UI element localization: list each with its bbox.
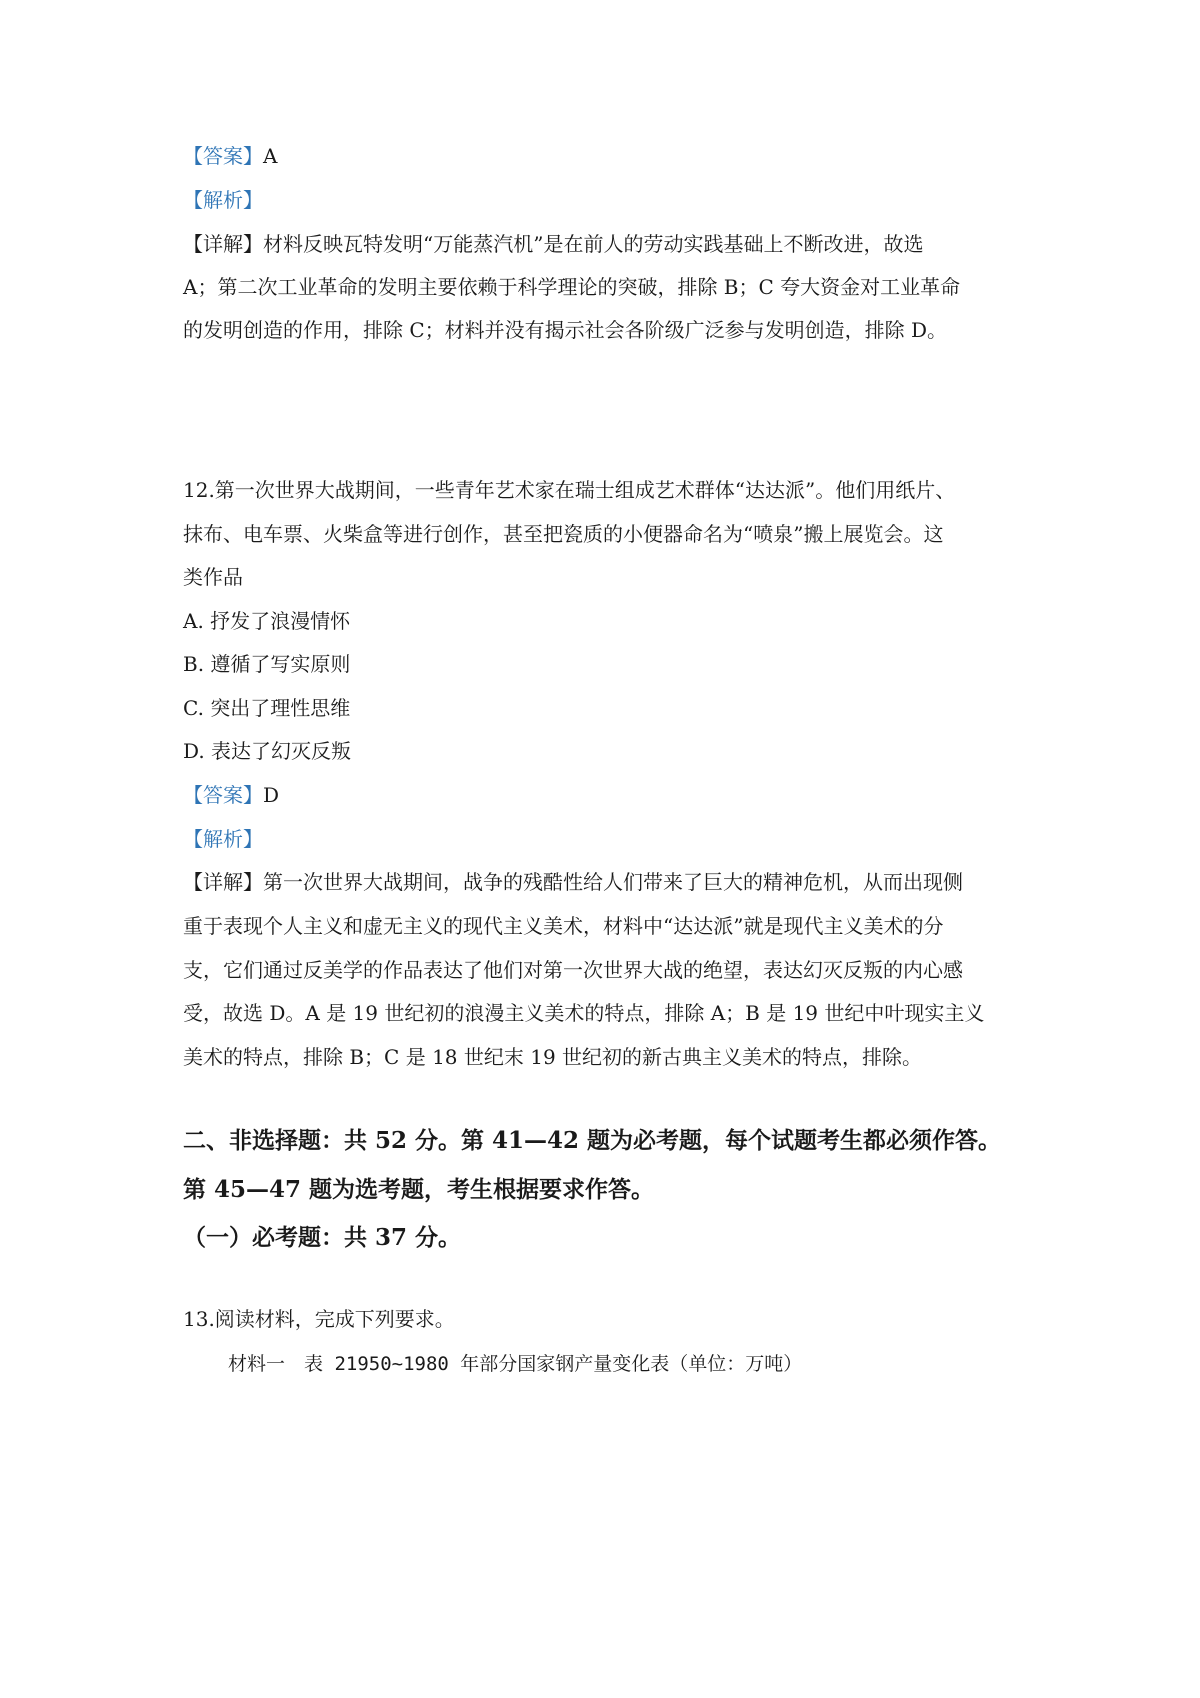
q12-detail-line: 美术的特点，排除 B；C 是 18 世纪末 19 世纪初的新古典主义美术的特点，排除。 [183,1045,923,1069]
q12-stem-line: 12.第一次世界大战期间，一些青年艺术家在瑞士组成艺术群体“达达派”。他们用纸片、 [183,478,956,502]
q12-detail-line: 重于表现个人主义和虚无主义的现代主义美术，材料中“达达派”就是现代主义美术的分 [183,914,944,938]
answer-value: A [263,144,278,168]
section-subheading: （一）必考题：共 37 分。 [183,1224,462,1251]
q12-answer [183,781,1063,809]
q12-option-b: B. 遵循了写实原则 [183,652,351,676]
q12-stem-line: 类作品 [183,565,243,589]
q11-detail-line: 的发明创造的作用，排除 C；材料并没有揭示社会各阶级广泛参与发明创造，排除 D。 [183,318,948,342]
q11-answer [183,142,1063,170]
answer-tag: 【答案】 [183,783,263,807]
q13-stem: 13.阅读材料，完成下列要求。 [183,1307,455,1331]
q12-option-c: C. 突出了理性思维 [183,696,351,720]
q12-analysis-tag: 【解析】 [183,827,263,851]
q12-detail-line: 受，故选 D。A 是 19 世纪初的浪漫主义美术的特点，排除 A；B 是 19 世纪中叶现实主义 [183,1001,985,1025]
q12-detail-line: 支，它们通过反美学的作品表达了他们对第一次世界大战的绝望，表达幻灭反叛的内心感 [183,958,963,982]
section-heading-line: 二、非选择题：共 52 分。第 41—42 题为必考题，每个试题考生都必须作答。 [183,1127,1002,1154]
q12-detail-line: 【详解】第一次世界大战期间，战争的残酷性给人们带来了巨大的精神危机，从而出现侧 [183,870,963,894]
q12-option-a: A. 抒发了浪漫情怀 [183,609,351,633]
q12-option-d: D. 表达了幻灭反叛 [183,739,352,763]
section-heading-line: 第 45—47 题为选考题，考生根据要求作答。 [183,1176,655,1203]
q11-detail-line: A；第二次工业革命的发明主要依赖于科学理论的突破，排除 B；C 夸大资金对工业革命 [183,275,961,299]
material-caption: 材料一 表 21950~1980 年部分国家钢产量变化表（单位：万吨） [228,1353,803,1375]
q11-analysis-tag: 【解析】 [183,188,263,212]
answer-tag: 【答案】 [183,144,263,168]
q11-detail-line: 【详解】材料反映瓦特发明“万能蒸汽机”是在前人的劳动实践基础上不断改进，故选 [183,232,924,256]
answer-value: D [263,783,280,807]
q12-stem-line: 抹布、电车票、火柴盒等进行创作，甚至把瓷质的小便器命名为“喷泉”搬上展览会。这 [183,522,944,546]
